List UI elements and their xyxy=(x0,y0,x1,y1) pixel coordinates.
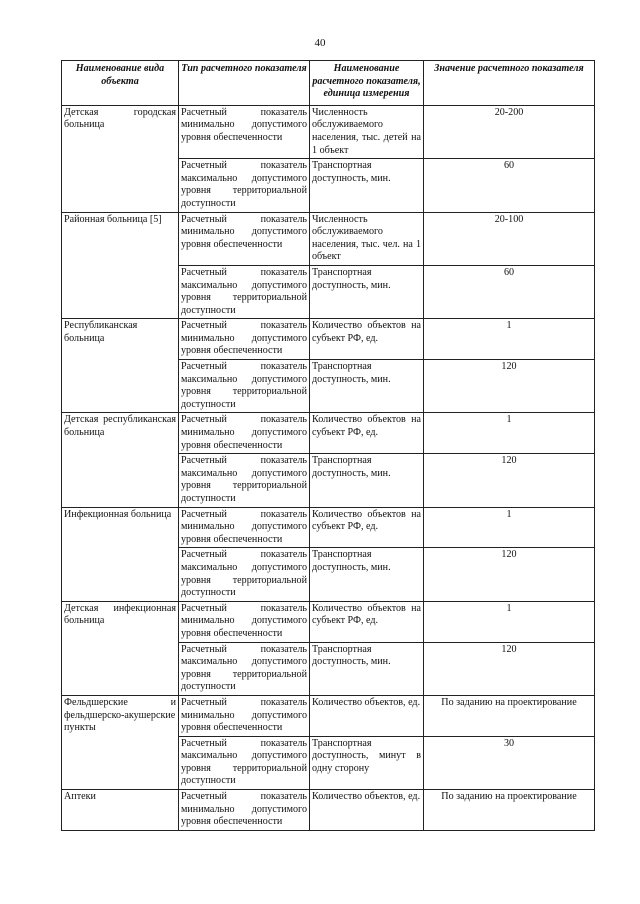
indicator-name-cell: Количество объектов на субъект РФ, ед. xyxy=(310,413,424,454)
indicator-value-cell: 1 xyxy=(424,601,595,642)
indicator-value-cell: 1 xyxy=(424,413,595,454)
object-type-cell: Районная больница [5] xyxy=(62,212,179,319)
indicator-value-cell: 60 xyxy=(424,265,595,318)
table-body xyxy=(62,105,595,830)
indicator-type-cell: Расчетный показатель максимально допустимого уровня территориальной доступности xyxy=(179,736,310,789)
indicator-name-cell: Транспортная доступность, мин. xyxy=(310,360,424,413)
header-indicator-value: Значение расчетного показателя xyxy=(424,61,595,106)
object-type-cell: Детская республиканская больница xyxy=(62,413,179,507)
object-type-cell: Детская инфекционная больница xyxy=(62,601,179,695)
indicator-type-cell: Расчетный показатель минимально допустимого уровня обеспеченности xyxy=(179,105,310,158)
object-type-cell: Аптеки xyxy=(62,790,179,831)
indicator-value-cell: 1 xyxy=(424,319,595,360)
table-row xyxy=(62,319,595,360)
indicator-type-cell: Расчетный показатель минимально допустимого уровня обеспеченности xyxy=(179,790,310,831)
object-type-cell: Инфекционная больница xyxy=(62,507,179,601)
indicator-type-cell: Расчетный показатель максимально допустимого уровня территориальной доступности xyxy=(179,548,310,601)
indicator-value-cell: 30 xyxy=(424,736,595,789)
indicator-name-cell: Численность обслуживаемого населения, тыс. детей на 1 объект xyxy=(310,105,424,158)
indicator-type-cell: Расчетный показатель минимально допустимого уровня обеспеченности xyxy=(179,413,310,454)
header-object-type: Наименование вида объекта xyxy=(62,61,179,106)
indicator-name-cell: Транспортная доступность, мин. xyxy=(310,548,424,601)
table-row xyxy=(62,695,595,736)
indicator-name-cell: Транспортная доступность, мин. xyxy=(310,454,424,507)
indicator-type-cell: Расчетный показатель минимально допустимого уровня обеспеченности xyxy=(179,212,310,265)
indicator-name-cell: Транспортная доступность, мин. xyxy=(310,642,424,695)
table-row xyxy=(62,601,595,642)
indicator-value-cell: 1 xyxy=(424,507,595,548)
table-header-row xyxy=(62,61,595,106)
indicator-value-cell: 20-100 xyxy=(424,212,595,265)
indicator-value-cell: 120 xyxy=(424,642,595,695)
indicator-name-cell: Численность обслуживаемого населения, тыс. чел. на 1 объект xyxy=(310,212,424,265)
indicator-value-cell: По заданию на проектирование xyxy=(424,790,595,831)
indicator-type-cell: Расчетный показатель минимально допустимого уровня обеспеченности xyxy=(179,319,310,360)
page-number: 40 xyxy=(314,37,326,49)
indicator-type-cell: Расчетный показатель минимально допустимого уровня обеспеченности xyxy=(179,507,310,548)
indicator-type-cell: Расчетный показатель минимально допустимого уровня обеспеченности xyxy=(179,695,310,736)
indicator-name-cell: Транспортная доступность, минут в одну сторону xyxy=(310,736,424,789)
object-type-cell: Детская городская больница xyxy=(62,105,179,212)
object-type-cell: Республиканская больница xyxy=(62,319,179,413)
table-row xyxy=(62,507,595,548)
indicator-value-cell: 120 xyxy=(424,360,595,413)
indicators-table xyxy=(61,60,595,831)
indicator-type-cell: Расчетный показатель максимально допустимого уровня территориальной доступности xyxy=(179,454,310,507)
table-row xyxy=(62,413,595,454)
indicator-type-cell: Расчетный показатель максимально допустимого уровня территориальной доступности xyxy=(179,159,310,212)
indicator-type-cell: Расчетный показатель максимально допустимого уровня территориальной доступности xyxy=(179,265,310,318)
header-indicator-name: Наименование расчетного показателя, единица измерения xyxy=(310,61,424,106)
indicator-type-cell: Расчетный показатель минимально допустимого уровня обеспеченности xyxy=(179,601,310,642)
indicator-name-cell: Транспортная доступность, мин. xyxy=(310,159,424,212)
indicator-name-cell: Количество объектов на субъект РФ, ед. xyxy=(310,601,424,642)
header-indicator-type: Тип расчетного показателя xyxy=(179,61,310,106)
table-row xyxy=(62,212,595,265)
indicator-name-cell: Количество объектов, ед. xyxy=(310,695,424,736)
indicator-value-cell: 20-200 xyxy=(424,105,595,158)
indicator-value-cell: 60 xyxy=(424,159,595,212)
indicator-name-cell: Количество объектов, ед. xyxy=(310,790,424,831)
indicator-value-cell: 120 xyxy=(424,454,595,507)
table-row xyxy=(62,105,595,158)
indicator-name-cell: Количество объектов на субъект РФ, ед. xyxy=(310,507,424,548)
indicator-type-cell: Расчетный показатель максимально допустимого уровня территориальной доступности xyxy=(179,360,310,413)
indicator-name-cell: Количество объектов на субъект РФ, ед. xyxy=(310,319,424,360)
indicator-type-cell: Расчетный показатель максимально допустимого уровня территориальной доступности xyxy=(179,642,310,695)
indicator-value-cell: По заданию на проектирование xyxy=(424,695,595,736)
indicator-value-cell: 120 xyxy=(424,548,595,601)
object-type-cell: Фельдшерские и фельдшерско-акушерские пункты xyxy=(62,695,179,789)
indicator-name-cell: Транспортная доступность, мин. xyxy=(310,265,424,318)
table-row xyxy=(62,790,595,831)
